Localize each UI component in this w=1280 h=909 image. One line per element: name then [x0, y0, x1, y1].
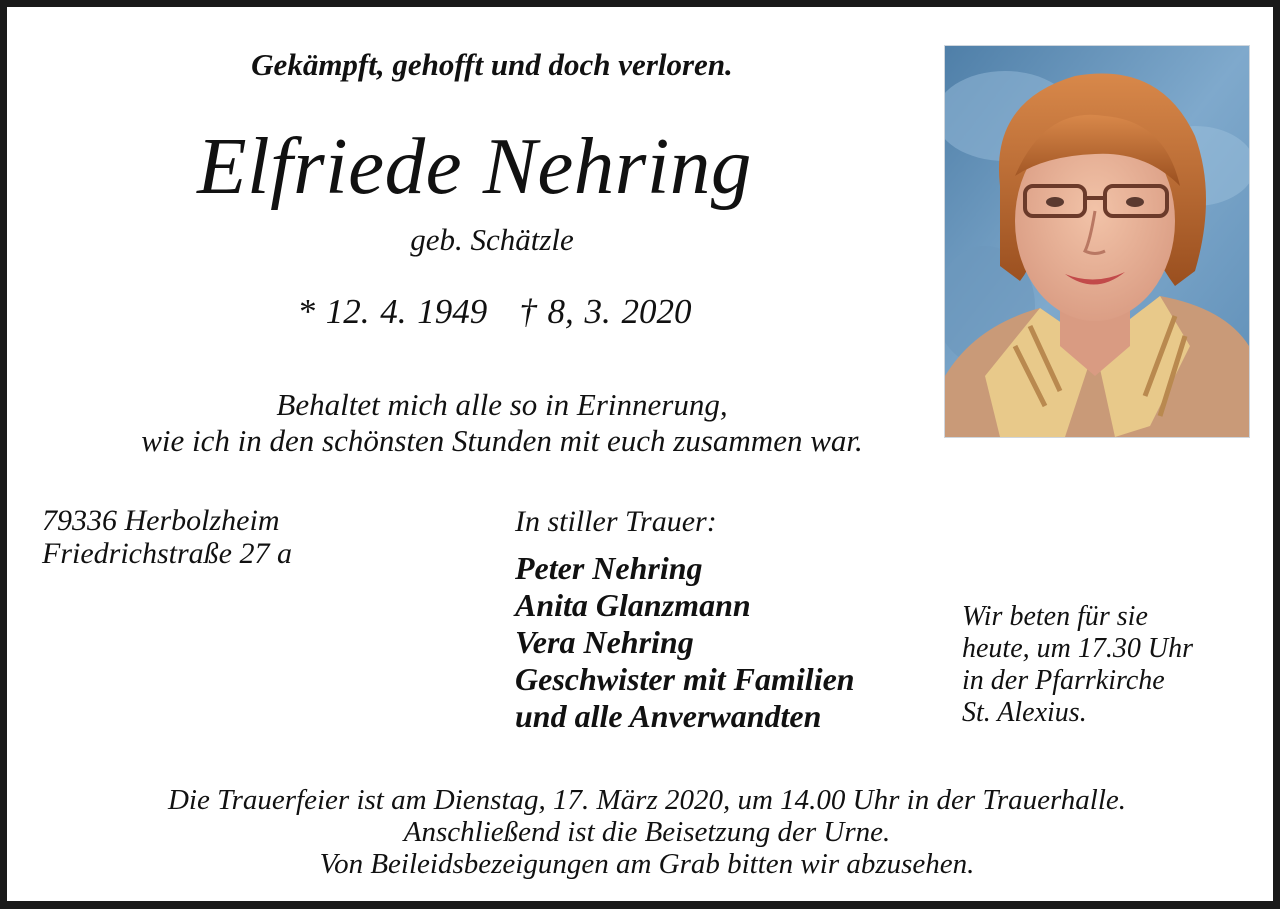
portrait-image [945, 46, 1249, 437]
verse-line: Behaltet mich alle so in Erinnerung, [276, 387, 728, 422]
portrait-photo [944, 45, 1250, 438]
funeral-detail-line: Die Trauerfeier ist am Dienstag, 17. März 2020, um 14.00 Uhr in der Trauerhalle. [167, 784, 1127, 816]
death-date: † 8, 3. 2020 [519, 292, 692, 331]
life-dates [7, 292, 982, 332]
motto: Gekämpft, gehofft und doch verloren. [251, 47, 733, 82]
address-line: 79336 Herbolzheim [42, 504, 280, 537]
prayer-line: St. Alexius. [962, 697, 1087, 728]
prayer-line: heute, um 17.30 Uhr [962, 633, 1193, 664]
family-address [42, 504, 292, 570]
funeral-detail-line: Anschließend ist die Beisetzung der Urne. [403, 816, 891, 848]
prayer-line: in der Pfarrkirche [962, 665, 1165, 696]
mourners-list [515, 550, 855, 735]
prayer-notice [962, 601, 1193, 729]
birth-date: * 12. 4. 1949 [297, 292, 488, 331]
mourner-name: Vera Nehring [515, 624, 694, 660]
funeral-detail-line: Von Beileidsbezeigungen am Grab bitten wir abzusehen. [319, 848, 975, 880]
memorial-verse [7, 387, 997, 459]
mourner-name: und alle Anverwandten [515, 698, 822, 734]
verse-line: wie ich in den schönsten Stunden mit euch zusammen war. [141, 423, 863, 458]
funeral-details [7, 784, 1280, 880]
mourner-name: Peter Nehring [515, 550, 703, 586]
mourner-name: Geschwister mit Familien [515, 661, 855, 697]
address-line: Friedrichstraße 27 a [42, 537, 292, 570]
prayer-line: Wir beten für sie [962, 601, 1148, 632]
mourning-label: In stiller Trauer: [515, 505, 717, 538]
birth-name: geb. Schätzle [410, 222, 574, 257]
mourner-name: Anita Glanzmann [515, 587, 751, 623]
deceased-name: Elfriede Nehring [197, 121, 752, 211]
